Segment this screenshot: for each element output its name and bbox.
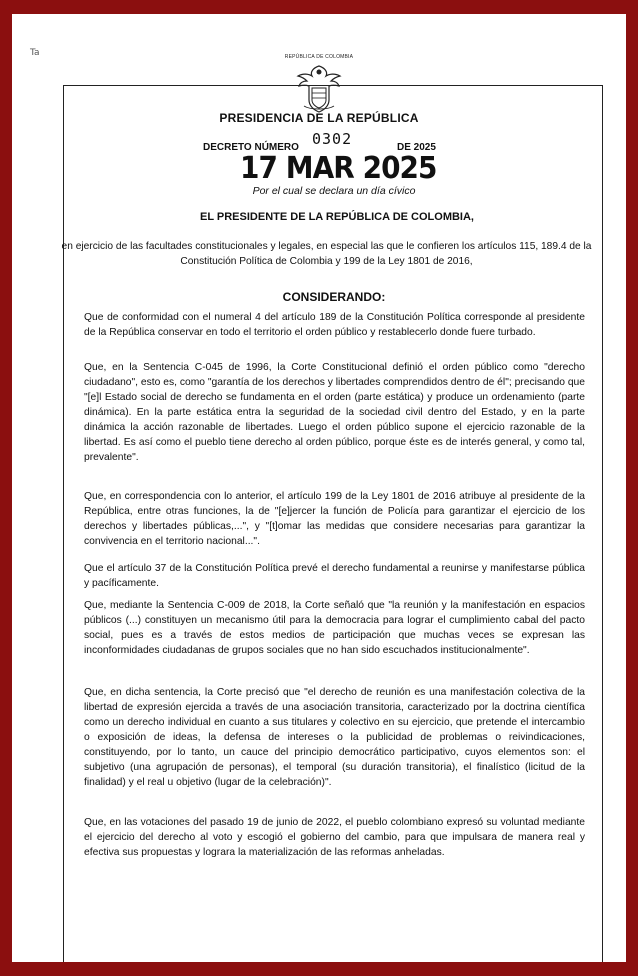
paragraph: Que, en las votaciones del pasado 19 de junio de 2022, el pueblo colombiano expresó su voluntad mediante el ejercicio del derecho al voto y escogió el gobierno del cambio, para que impulsara de manera real y efectiva sus propuestas y lograra la materialización de las reformas anheladas.	[84, 817, 585, 858]
paragraph: Que, mediante la Sentencia C-009 de 2018, la Corte señaló que "la reunión y la manifestación en espacios públicos (...) constituyen un mecanismo útil para la democracia para lograr el cumplimiento cabal del pacto social, pues es a través de estos medios de participación que muchas veces se expresan las inconformidades ciudadanas de grupos sociales que no han sido escuchados institucionalmente".	[84, 600, 585, 656]
coat-of-arms-icon	[294, 62, 344, 114]
document-page	[12, 14, 626, 962]
paragraph: Que de conformidad con el numeral 4 del artículo 189 de la Constitución Política corresponde al presidente de la República conservar en todo el territorio el orden público y restablecerlo donde fuere turbado.	[84, 312, 585, 338]
authority-heading: EL PRESIDENTE DE LA REPÚBLICA DE COLOMBIA,	[199, 211, 474, 223]
paragraph: Que, en la Sentencia C-045 de 1996, la Corte Constitucional definió el orden público como "derecho ciudadano", esto es, como "garantía de los derechos y libertades comprendidos dentro de él"; precisando que "[e]l Estado social de derecho se fundamenta en el orden (parte estática) y produce un ordenamiento (parte dinámica). En la parte estática entra la seguridad de la sociedad civil dentro del Estado, y en la parte dinámica la acción razonable de libertades. Luego el orden público supone el ejercicio razonable de la libertad. Es así como el pueblo tiene derecho al orden público, porque éste es de interés general, y como tal, prevalente".	[84, 362, 585, 463]
paragraph: Que el artículo 37 de la Constitución Política prevé el derecho fundamental a reunirse y manifestarse pública y pacíficamente.	[84, 563, 585, 589]
decree-subtitle: Por el cual se declara un día cívico	[252, 185, 416, 197]
paragraph: Que, en dicha sentencia, la Corte precisó que "el derecho de reunión es una manifestación colectiva de la libertad de expresión ejercida a través de una asociación transitoria, caracterizado por la doctrina científica como un derecho individual en cuanto a sus titulares y colectivo en su ejercicio, que pretende el intercambio o exposición de ideas, la defensa de intereses o la publicidad de problemas o reivindicaciones, constituyendo, por lo tanto, un cauce del principio democrático participativo, cuyos elementos son: el subjetivo (una agrupación de personas), el temporal (su duración transitoria), el finalístico (licitud de la finalidad) y el real u objetivo (lugar de la celebración)".	[84, 687, 585, 788]
document-title: PRESIDENCIA DE LA REPÚBLICA	[219, 111, 419, 125]
seal-caption: REPÚBLICA DE COLOMBIA	[284, 54, 354, 60]
corner-mark: Ta	[30, 48, 40, 58]
considerando-heading: CONSIDERANDO:	[282, 290, 386, 304]
preamble: en ejercicio de las facultades constitucionales y legales, en especial las que le confieren los artículos 115, 189.4 de la Constitución Política de Colombia y 199 de la Ley 1801 de 2016,	[61, 241, 592, 267]
paragraph: Que, en correspondencia con lo anterior, el artículo 199 de la Ley 1801 de 2016 atribuye al presidente de la República, entre otras funciones, la de "[e]jercer la función de Policía para garantizar el ejercicio de los derechos y libertades públicas,...", y "[t]omar las medidas que considere necesarias para garantizar la convivencia en el territorio nacional...".	[84, 491, 585, 547]
decree-year-label: DE 2025	[397, 142, 436, 153]
decree-label: DECRETO NÚMERO	[203, 142, 299, 153]
decree-number: 0302	[312, 130, 353, 148]
date-stamp: 17 MAR 2025	[240, 151, 437, 186]
